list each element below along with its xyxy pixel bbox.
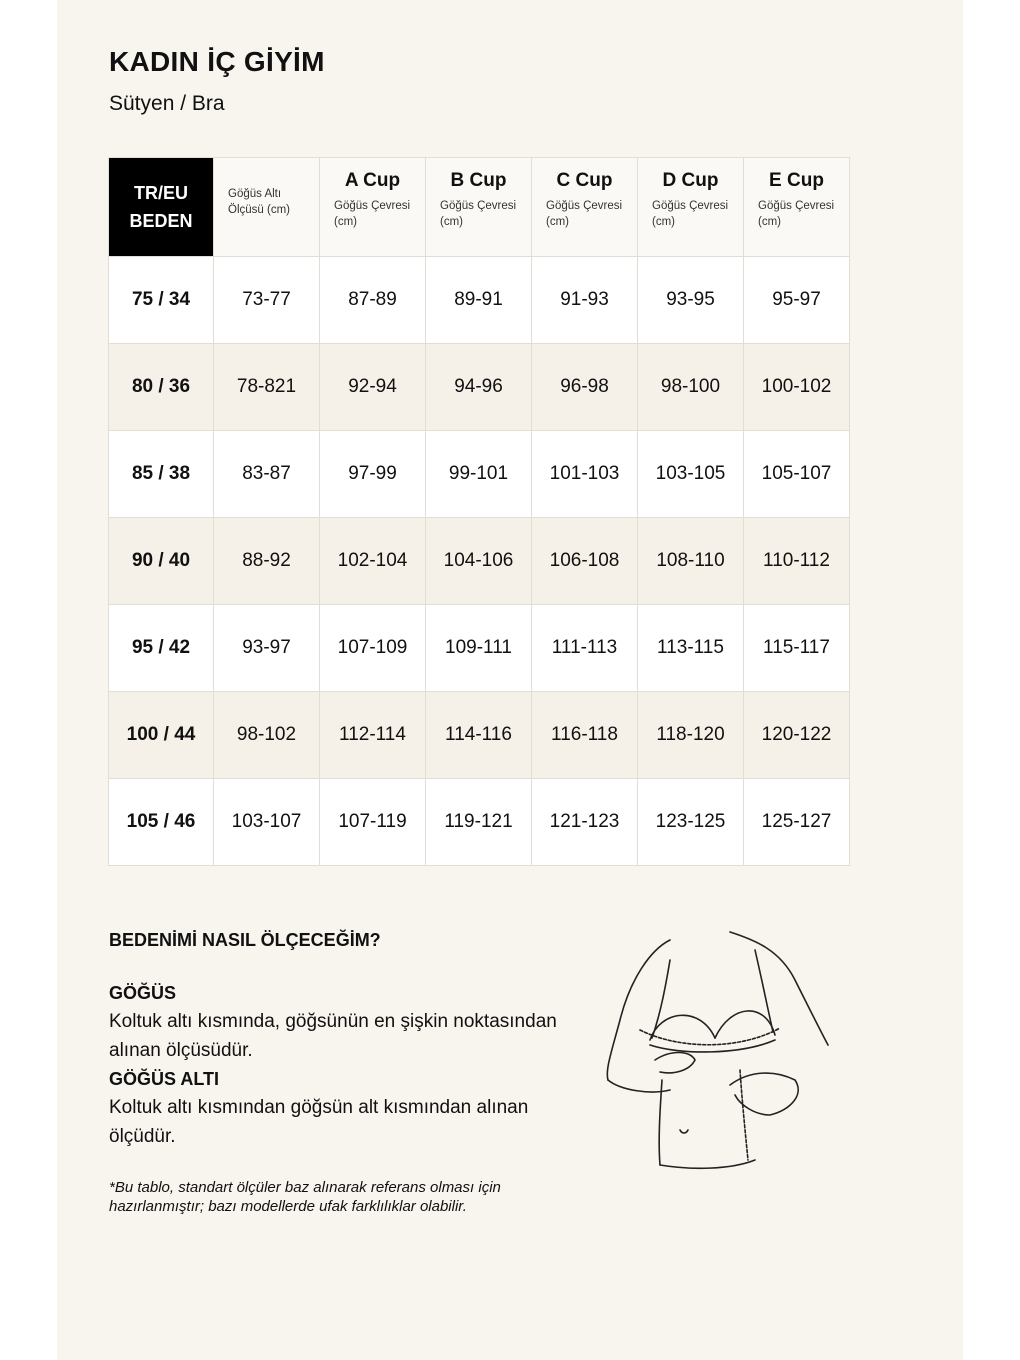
table-row — [109, 779, 850, 866]
cup-name: A Cup — [344, 170, 401, 191]
cup-b-cell: 109-111 — [426, 605, 532, 692]
navel — [680, 1130, 688, 1133]
cup-d-cell: 113-115 — [638, 605, 744, 692]
size-cell: 95 / 42 — [109, 605, 214, 692]
corner-label-1: TR/EU — [134, 183, 188, 203]
cup-unit-label: (cm) — [334, 216, 357, 228]
cup-b-header — [426, 158, 532, 257]
shoulder-right — [730, 932, 828, 1045]
hand-right — [730, 1073, 798, 1115]
cup-b-cell: 94-96 — [426, 344, 532, 431]
underbust-column-header — [214, 158, 320, 257]
cup-a-cell: 97-99 — [320, 431, 426, 518]
underbust-cell: 78-821 — [214, 344, 320, 431]
underbust-cell: 98-102 — [214, 692, 320, 779]
table-row — [109, 518, 850, 605]
cup-e-cell: 115-117 — [744, 605, 850, 692]
size-cell: 105 / 46 — [109, 779, 214, 866]
cup-name: B Cup — [450, 170, 507, 191]
cup-d-cell: 93-95 — [638, 257, 744, 344]
cup-e-cell: 100-102 — [744, 344, 850, 431]
table-row — [109, 344, 850, 431]
cup-unit-label: (cm) — [652, 216, 675, 228]
table-header-row — [109, 158, 850, 257]
cup-d-cell: 123-125 — [638, 779, 744, 866]
size-chart-table — [108, 157, 850, 866]
page-subtitle: Sütyen / Bra — [109, 92, 225, 115]
cup-a-cell: 112-114 — [320, 692, 426, 779]
cup-b-cell: 104-106 — [426, 518, 532, 605]
bust-description: Koltuk altı kısmında, göğsünün en şişkin noktasından alınan ölçüsüdür. — [109, 1011, 557, 1061]
bra-strap-right — [755, 950, 773, 1032]
page-title: KADIN İÇ GİYİM — [109, 46, 325, 77]
cup-c-cell: 101-103 — [532, 431, 638, 518]
size-column-header — [109, 158, 214, 257]
cup-name: E Cup — [769, 170, 824, 191]
cup-d-cell: 103-105 — [638, 431, 744, 518]
size-cell: 85 / 38 — [109, 431, 214, 518]
torso-left — [659, 1080, 662, 1165]
cup-e-cell: 110-112 — [744, 518, 850, 605]
bust-title: GÖĞÜS — [109, 983, 177, 1003]
cup-sub-label: Göğüs Çevresi — [758, 200, 835, 212]
cup-e-cell: 125-127 — [744, 779, 850, 866]
cup-b-cell: 119-121 — [426, 779, 532, 866]
measurement-guide — [109, 930, 559, 1151]
cup-name: D Cup — [662, 170, 719, 191]
cup-b-cell: 89-91 — [426, 257, 532, 344]
cup-a-cell: 102-104 — [320, 518, 426, 605]
bra-strap-left — [652, 960, 670, 1038]
cup-c-cell: 121-123 — [532, 779, 638, 866]
cup-e-cell: 105-107 — [744, 431, 850, 518]
cup-c-cell: 111-113 — [532, 605, 638, 692]
table-row — [109, 431, 850, 518]
underbust-cell: 93-97 — [214, 605, 320, 692]
underbust-cell: 73-77 — [214, 257, 320, 344]
cup-a-cell: 107-119 — [320, 779, 426, 866]
cup-d-cell: 118-120 — [638, 692, 744, 779]
underbust-description: Koltuk altı kısmından göğsün alt kısmından alınan ölçüdür. — [109, 1097, 529, 1147]
cup-c-cell: 116-118 — [532, 692, 638, 779]
bra-left-cup — [650, 1015, 715, 1040]
cup-c-cell: 96-98 — [532, 344, 638, 431]
torso-bottom — [660, 1160, 755, 1168]
size-cell: 90 / 40 — [109, 518, 214, 605]
cup-name: C Cup — [556, 170, 613, 191]
cup-a-cell: 87-89 — [320, 257, 426, 344]
cup-c-header — [532, 158, 638, 257]
underbust-header-line-2: Ölçüsü (cm) — [228, 204, 290, 216]
cup-e-cell: 95-97 — [744, 257, 850, 344]
measuring-tape-hanging — [740, 1070, 748, 1160]
underbust-cell: 83-87 — [214, 431, 320, 518]
cup-d-header — [638, 158, 744, 257]
cup-e-cell: 120-122 — [744, 692, 850, 779]
cup-a-header — [320, 158, 426, 257]
underbust-header-line-1: Göğüs Altı — [228, 188, 282, 200]
measuring-illustration — [590, 920, 840, 1180]
cup-b-cell: 114-116 — [426, 692, 532, 779]
cup-unit-label: (cm) — [440, 216, 463, 228]
table-row — [109, 257, 850, 344]
hand-left — [655, 1053, 695, 1073]
guide-question: BEDENİMİ NASIL ÖLÇECEĞİM? — [109, 930, 381, 950]
cup-sub-label: Göğüs Çevresi — [652, 200, 729, 212]
size-cell: 100 / 44 — [109, 692, 214, 779]
cup-sub-label: Göğüs Çevresi — [334, 200, 411, 212]
corner-label-2: BEDEN — [129, 211, 193, 231]
cup-c-cell: 91-93 — [532, 257, 638, 344]
size-cell: 80 / 36 — [109, 344, 214, 431]
cup-c-cell: 106-108 — [532, 518, 638, 605]
cup-b-cell: 99-101 — [426, 431, 532, 518]
underbust-cell: 103-107 — [214, 779, 320, 866]
cup-a-cell: 107-109 — [320, 605, 426, 692]
cup-sub-label: Göğüs Çevresi — [546, 200, 623, 212]
cup-sub-label: Göğüs Çevresi — [440, 200, 517, 212]
table-row — [109, 692, 850, 779]
cup-d-cell: 98-100 — [638, 344, 744, 431]
disclaimer-note: *Bu tablo, standart ölçüler baz alınarak referans olması için hazırlanmıştır; bazı modellerde ufak farklılıklar olabilir. — [109, 1179, 501, 1215]
cup-unit-label: (cm) — [546, 216, 569, 228]
size-chart-body — [109, 257, 850, 866]
underbust-cell: 88-92 — [214, 518, 320, 605]
cup-e-header — [744, 158, 850, 257]
size-cell: 75 / 34 — [109, 257, 214, 344]
cup-unit-label: (cm) — [758, 216, 781, 228]
cup-d-cell: 108-110 — [638, 518, 744, 605]
cup-a-cell: 92-94 — [320, 344, 426, 431]
table-row — [109, 605, 850, 692]
bra-band — [650, 1040, 775, 1052]
underbust-title: GÖĞÜS ALTI — [109, 1069, 219, 1089]
